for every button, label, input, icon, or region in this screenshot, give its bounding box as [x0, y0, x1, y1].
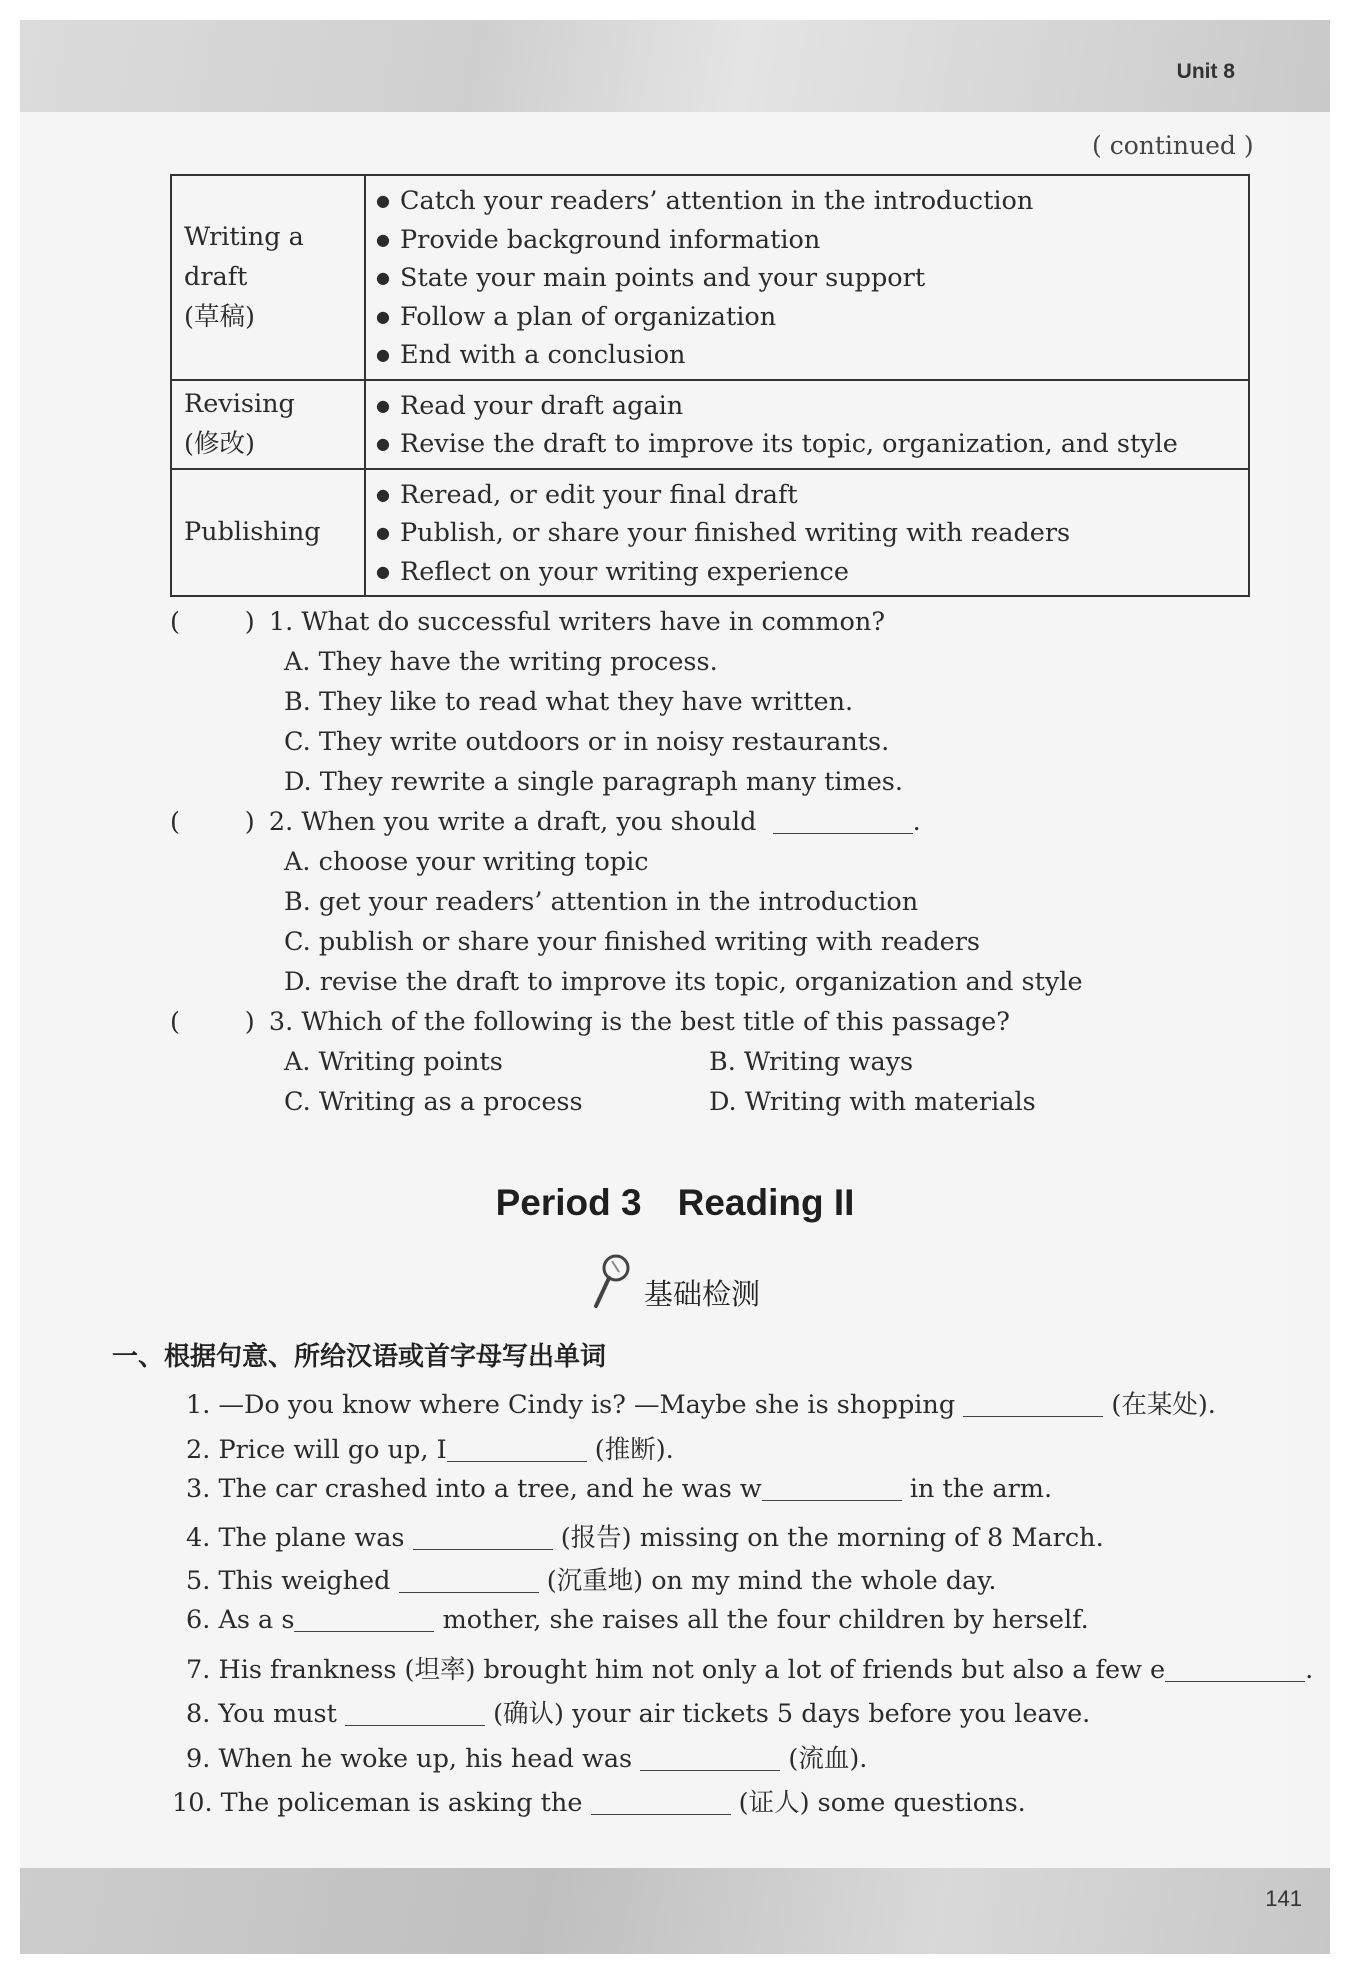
answer-paren[interactable]: ( )	[170, 607, 255, 637]
list-item: ● Follow a plan of organization	[376, 298, 1248, 337]
answer-blank[interactable]	[773, 808, 913, 835]
fill-item	[186, 1474, 1052, 1504]
writing-process-table	[170, 174, 1250, 597]
option-a[interactable]: A. Writing points	[284, 1047, 503, 1077]
question-stem: When you write a draft, you should	[301, 807, 757, 837]
magnifier-icon	[590, 1252, 634, 1310]
answer-blank[interactable]	[399, 1567, 539, 1594]
fill-text: .	[1305, 1655, 1314, 1685]
stage-name: Writing a draft	[184, 222, 304, 293]
stage-name: Publishing	[184, 517, 321, 548]
list-item: ● Provide background information	[376, 221, 1248, 260]
fill-text: The policeman is asking the	[220, 1788, 583, 1818]
fill-item	[172, 1783, 1026, 1819]
bullet-icon: ●	[376, 229, 390, 249]
fill-item	[186, 1385, 1216, 1421]
answer-blank[interactable]	[762, 1475, 902, 1502]
fill-item	[186, 1694, 1090, 1730]
bullet-icon: ●	[376, 395, 390, 415]
fill-text: The car crashed into a tree, and he was w	[218, 1474, 762, 1504]
bullet-icon: ●	[376, 345, 390, 364]
list-item: ● Revise the draft to improve its topic, organization, and style	[376, 425, 1248, 464]
question-number: 2.	[268, 807, 294, 837]
option-c[interactable]: C. They write outdoors or in noisy restaurants.	[284, 727, 890, 757]
fill-text: (报告) missing on the morning of 8 March.	[560, 1523, 1104, 1553]
stage-name-cn: (修改)	[184, 429, 255, 459]
bullet-icon: ●	[376, 268, 390, 287]
bullet-icon: ●	[376, 561, 390, 581]
fill-text: (沉重地) on my mind the whole day.	[546, 1566, 997, 1596]
basic-check-heading	[590, 1252, 761, 1314]
question-3	[170, 1007, 1010, 1037]
stage-cell	[171, 380, 365, 469]
stage-name-cn: (草稿)	[184, 302, 255, 333]
fill-item	[186, 1739, 867, 1775]
fill-number: 1.	[186, 1390, 211, 1420]
section-heading: 一、根据句意、所给汉语或首字母写出单词	[112, 1342, 607, 1372]
period-number: Period 3	[495, 1182, 642, 1223]
table-row	[171, 469, 1249, 597]
fill-text: (流血).	[788, 1744, 868, 1774]
fill-text: His frankness (坦率) brought him not only a lot of friends but also a few e	[218, 1655, 1166, 1685]
table-row	[171, 380, 1249, 469]
fill-text: As a s	[218, 1605, 295, 1635]
option-d[interactable]: D. They rewrite a single paragraph many times.	[284, 767, 903, 797]
table-row	[171, 175, 1249, 380]
answer-blank[interactable]	[1165, 1656, 1305, 1683]
question-1	[170, 607, 885, 637]
stage-cell	[171, 469, 365, 597]
fill-text: —Do you know where Cindy is? —Maybe she is shopping	[218, 1390, 956, 1420]
bullet-icon: ●	[376, 484, 390, 504]
list-item: ● Reflect on your writing experience	[376, 553, 1248, 592]
fill-item	[186, 1518, 1104, 1554]
option-b[interactable]: B. Writing ways	[709, 1047, 914, 1077]
answer-blank[interactable]	[591, 1789, 731, 1816]
steps-cell	[365, 175, 1249, 380]
answer-blank[interactable]	[294, 1606, 434, 1633]
answer-blank[interactable]	[963, 1391, 1103, 1418]
option-c[interactable]: C. Writing as a process	[284, 1087, 583, 1117]
fill-number: 7.	[186, 1655, 211, 1685]
fill-number: 3.	[186, 1474, 211, 1504]
fill-number: 5.	[186, 1566, 211, 1596]
list-item: ● State your main points and your support	[376, 259, 1248, 298]
option-d[interactable]: D. Writing with materials	[709, 1087, 1036, 1117]
bullet-icon: ●	[376, 191, 390, 210]
stage-name: Revising	[184, 389, 295, 419]
question-stem: What do successful writers have in common?	[301, 607, 885, 637]
fill-text: This weighed	[218, 1566, 391, 1596]
fill-item	[186, 1430, 674, 1466]
question-2	[170, 807, 921, 837]
option-b[interactable]: B. They like to read what they have written.	[284, 687, 854, 717]
fill-text: in the arm.	[909, 1474, 1053, 1504]
question-stem-end: .	[912, 807, 921, 837]
fill-number: 4.	[186, 1523, 211, 1553]
question-number: 1.	[268, 607, 294, 637]
answer-blank[interactable]	[345, 1700, 485, 1727]
answer-paren[interactable]: ( )	[170, 1007, 255, 1037]
fill-text: (确认) your air tickets 5 days before you leave.	[493, 1699, 1091, 1729]
steps-cell	[365, 380, 1249, 469]
question-stem: Which of the following is the best title of this passage?	[301, 1007, 1010, 1037]
page-title	[0, 1182, 1350, 1224]
answer-blank[interactable]	[413, 1524, 553, 1551]
basic-check-label: 基础检测	[644, 1277, 761, 1311]
answer-blank[interactable]	[447, 1436, 587, 1463]
list-item: ● End with a conclusion	[376, 336, 1248, 375]
list-item: ● Publish, or share your finished writing with readers	[376, 514, 1248, 553]
fill-text: The plane was	[218, 1523, 405, 1553]
bullet-icon: ●	[376, 523, 390, 542]
bullet-icon: ●	[376, 306, 390, 326]
fill-text: When he woke up, his head was	[218, 1744, 633, 1774]
answer-paren[interactable]: ( )	[170, 807, 255, 837]
list-item: ● Catch your readers’ attention in the introduction	[376, 182, 1248, 221]
option-c[interactable]: C. publish or share your finished writing with readers	[284, 927, 981, 957]
unit-label: Unit 8	[1176, 60, 1235, 83]
option-a[interactable]: A. choose your writing topic	[284, 847, 649, 877]
fill-item	[186, 1650, 1313, 1686]
fill-text: (推断).	[594, 1435, 674, 1465]
period-name: Reading II	[677, 1182, 855, 1223]
fill-number: 6.	[186, 1605, 211, 1635]
fill-text: You must	[218, 1699, 337, 1729]
fill-item	[186, 1605, 1089, 1635]
question-number: 3.	[268, 1007, 294, 1037]
bullet-icon: ●	[376, 434, 390, 453]
continued-label: ( continued )	[1092, 131, 1254, 160]
fill-item	[186, 1561, 996, 1597]
fill-text: Price will go up, I	[218, 1435, 447, 1465]
steps-cell	[365, 469, 1249, 597]
fill-text: mother, she raises all the four children by herself.	[442, 1605, 1089, 1635]
option-b[interactable]: B. get your readers’ attention in the introduction	[284, 887, 919, 917]
list-item: ● Read your draft again	[376, 387, 1248, 426]
bottom-band	[20, 1868, 1330, 1954]
fill-text: (在某处).	[1111, 1390, 1216, 1420]
option-a[interactable]: A. They have the writing process.	[284, 647, 718, 677]
answer-blank[interactable]	[640, 1745, 780, 1772]
fill-text: (证人) some questions.	[738, 1788, 1026, 1818]
option-d[interactable]: D. revise the draft to improve its topic, organization and style	[284, 967, 1083, 997]
stage-cell	[171, 175, 365, 380]
list-item: ● Reread, or edit your final draft	[376, 476, 1248, 515]
fill-number: 9.	[186, 1744, 211, 1774]
top-band	[20, 20, 1330, 112]
fill-number: 10.	[172, 1788, 213, 1818]
fill-number: 2.	[186, 1435, 211, 1465]
page-number: 141	[1265, 1886, 1302, 1911]
fill-number: 8.	[186, 1699, 211, 1729]
